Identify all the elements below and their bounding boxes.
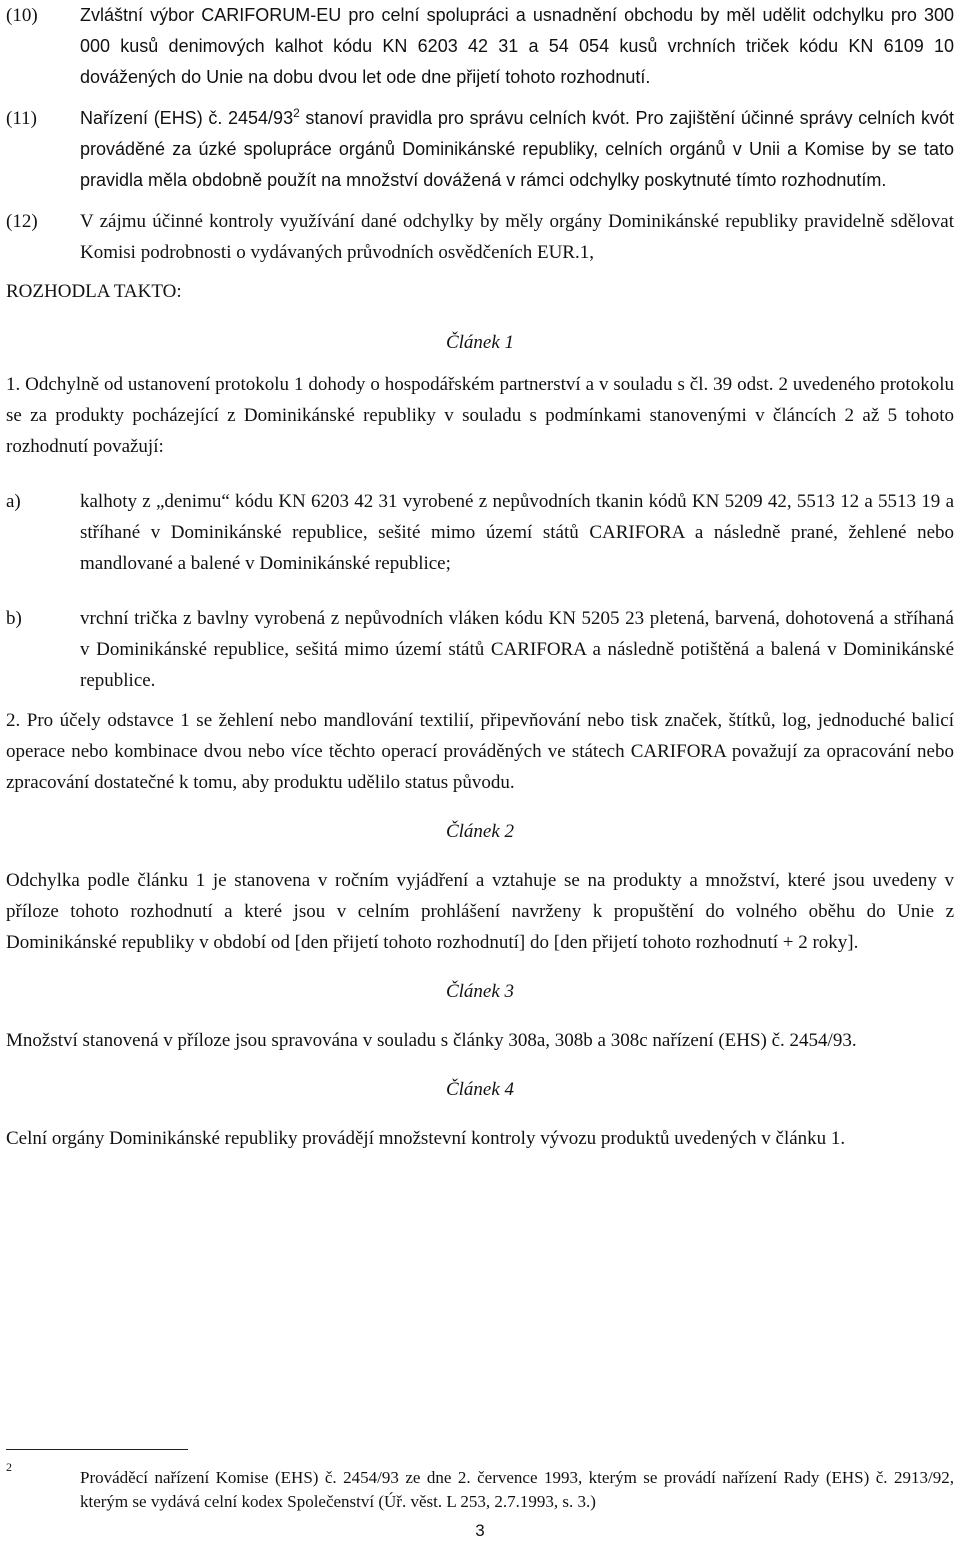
footnote-text: Prováděcí nařízení Komise (EHS) č. 2454/93 ze dne 2. července 1993, kterým se provádí nařízení Rady (EHS) č. 2913/92, kterým se vydává celní kodex Společenství (Úř. věst. L 253, 2.7.1993, s. 3.): [80, 1468, 954, 1511]
footnote-number: 2: [6, 1460, 12, 1474]
footnote: [6, 1460, 954, 1514]
list-marker: a): [6, 491, 21, 512]
recital-number: (12): [6, 211, 38, 232]
article-2-title: Článek 2: [445, 821, 515, 842]
recital-10: [6, 0, 954, 93]
recital-text: Zvláštní výbor CARIFORUM-EU pro celní spolupráci a usnadnění obchodu by měl udělit odchylku pro 300 000 kusů denimových kalhot kódu KN 6203 42 31 a 54 054 kusů vrchních triček kódu KN 6109 10 dovážených do Unie na dobu dvou let ode dne přijetí tohoto rozhodnutí.: [80, 5, 954, 87]
list-item-text: kalhoty z „denimu“ kódu KN 6203 42 31 vyrobené z nepůvodních tkanin kódů KN 5209 42, 5513 12 a 5513 19 a stříhané v Dominikánské republice, sešité mimo území států CARIFORA a následně prané, žehlené nebo mandlované a balené v Dominikánské republice;: [80, 491, 954, 574]
recital-text-part: stanoví pravidla pro správu celních kvót. Pro zajištění účinné správy celních kvót prováděné za úzké spolupráce orgánů Dominikánské republiky, celních orgánů v Unii a Komise by se tato pravidla měla obdobně použít na množství dovážená v rámci odchylky poskytnuté tímto rozhodnutím.: [80, 108, 954, 190]
article-4-title: Článek 4: [445, 1079, 515, 1100]
article-2-text: Odchylka podle článku 1 je stanovena v ročním vyjádření a vztahuje se na produkty a množství, které jsou uvedeny v příloze tohoto rozhodnutí a které jsou v celním prohlášení navrženy k propuštění do volného oběhu do Unie z Dominikánské republiky v období od [den přijetí tohoto rozhodnutí] do [den přijetí tohoto rozhodnutí + 2 roky].: [6, 870, 954, 953]
list-item-b: [6, 603, 954, 696]
recital-11: [6, 103, 954, 196]
article-3-text: Množství stanovená v příloze jsou spravována v souladu s články 308a, 308b a 308c nařízení (EHS) č. 2454/93.: [6, 1030, 857, 1051]
list-item-text: vrchní trička z bavlny vyrobená z nepůvodních vláken kódu KN 5205 23 pletená, barvená, dohotovená a stříhaná v Dominikánské republice, sešitá mimo území států CARIFORA a následně potištěná a balená v Dominikánské republice.: [80, 608, 954, 691]
footnote-separator: [6, 1449, 188, 1450]
article-1-paragraph-1: 1. Odchylně od ustanovení protokolu 1 dohody o hospodářském partnerství a v souladu s čl. 39 odst. 2 uvedeného protokolu se za produkty pocházející z Dominikánské republiky v souladu s podmínkami stanovenými v článcích 2 až 5 tohoto rozhodnutí považují:: [6, 374, 954, 457]
list-item-a: [6, 486, 954, 579]
article-1-paragraph-2: 2. Pro účely odstavce 1 se žehlení nebo mandlování textilií, připevňování nebo tisk značek, štítků, log, jednoduché balicí operace nebo kombinace dvou nebo více těchto operací prováděných ve státech CARIFORA považují za opracování nebo zpracování dostatečné k tomu, aby produktu udělilo status původu.: [6, 710, 954, 793]
recital-number: (11): [6, 108, 37, 129]
recital-12: [6, 206, 954, 268]
page-number: 3: [475, 1521, 485, 1540]
footnote-reference[interactable]: 2: [293, 106, 300, 120]
recital-text: V zájmu účinné kontroly využívání dané odchylky by měly orgány Dominikánské republiky pravidelně sdělovat Komisi podrobnosti o vydávaných průvodních osvědčeních EUR.1,: [80, 211, 954, 263]
recital-text: [80, 103, 954, 196]
decision-heading: ROZHODLA TAKTO:: [6, 281, 182, 302]
article-4-text: Celní orgány Dominikánské republiky provádějí množstevní kontroly vývozu produktů uvedených v článku 1.: [6, 1128, 846, 1149]
recital-text-part: Nařízení (EHS) č. 2454/93: [80, 108, 294, 128]
article-3-title: Článek 3: [445, 981, 515, 1002]
recital-number: (10): [6, 5, 38, 26]
list-marker: b): [6, 608, 22, 629]
article-1-title: Článek 1: [445, 332, 515, 353]
